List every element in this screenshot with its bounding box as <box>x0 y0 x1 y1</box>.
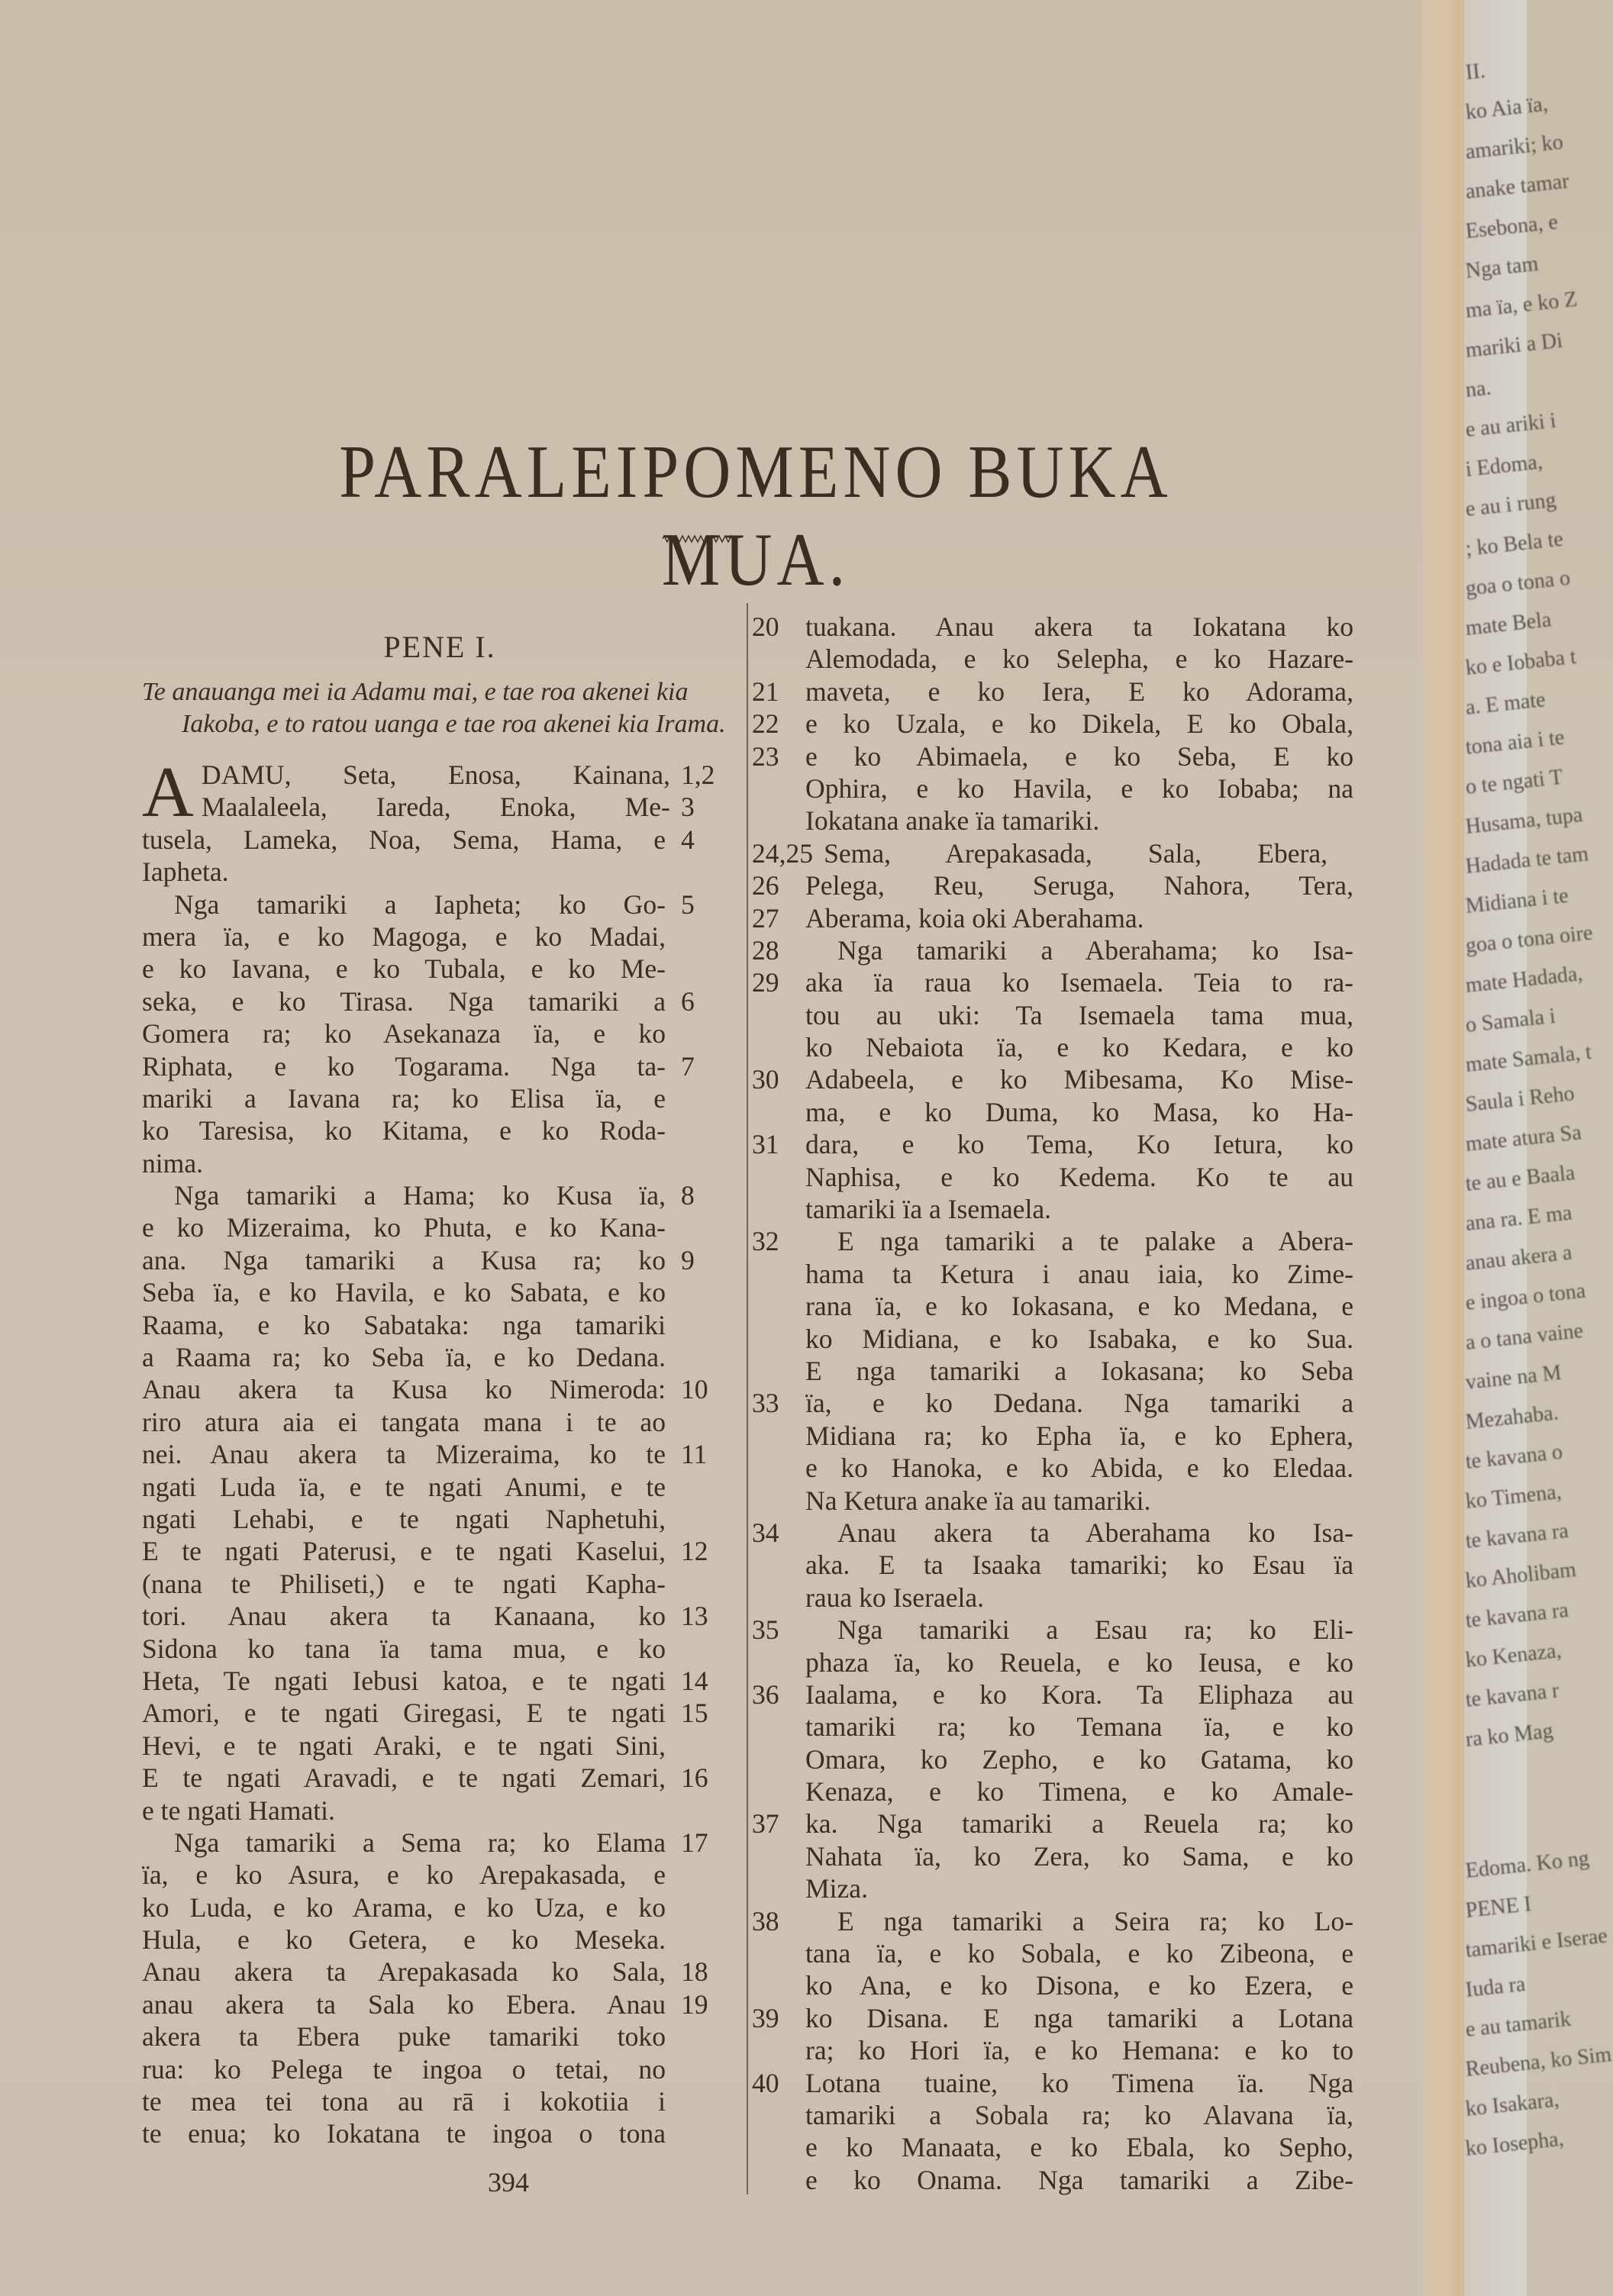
text-line <box>142 1600 737 1632</box>
line-text: e te ngati Hamati. <box>142 1795 335 1826</box>
line-text: Heta, Te ngati Iebusi katoa, e te ngati <box>142 1665 666 1696</box>
facing-page-text-fragment: goa o tona oire <box>1464 921 1594 958</box>
text-line <box>752 1711 1378 1743</box>
line-text: raua ko Iseraela. <box>805 1582 985 1613</box>
facing-page-text-fragment: a. E mate <box>1464 688 1547 720</box>
line-text: tou au uki: Ta Isemaela tama mua, <box>805 999 1353 1030</box>
line-text: Nga tamariki a Esau ra; ko Eli- <box>837 1614 1353 1646</box>
line-text: a Raama ra; ko Seba ïa, e ko Dedana. <box>142 1342 666 1373</box>
line-text: Iaalama, e ko Kora. Ta Eliphaza au <box>805 1678 1353 1710</box>
book-title: PARALEIPOMENO BUKA MUA. <box>339 429 1173 601</box>
text-line <box>752 2131 1378 2163</box>
facing-page-text-fragment: anau akera a <box>1464 1240 1573 1275</box>
line-text: Adabeela, e ko Mibesama, Ko Mise- <box>805 1064 1353 1095</box>
text-line <box>142 2020 737 2053</box>
facing-page-text-fragment: na. <box>1464 376 1492 402</box>
line-text: e ko Mizeraima, ko Phuta, e ko Kana- <box>142 1212 666 1243</box>
text-line <box>142 1795 737 1827</box>
line-text: tamariki ra; ko Temana ïa, e ko <box>805 1711 1353 1743</box>
facing-page-text-fragment: mariki a Di <box>1464 328 1564 363</box>
wavy-ornament-divider <box>663 534 733 543</box>
text-line <box>752 1258 1378 1290</box>
line-text: Omara, ko Zepho, e ko Gatama, ko <box>805 1743 1353 1775</box>
verse-number: 7 <box>681 1050 695 1082</box>
line-text: maveta, e ko Iera, E ko Adorama, <box>805 676 1353 707</box>
facing-page-text-fragment: goa o tona o <box>1464 566 1572 601</box>
verse-number: 40 <box>752 2067 779 2098</box>
line-text: aka. E ta Isaaka tamariki; ko Esau ïa <box>805 1549 1353 1581</box>
verse-number: 1,2 <box>681 759 715 790</box>
line-text: Aberama, koia oki Aberahama. <box>805 902 1144 934</box>
verse-number: 9 <box>681 1244 695 1275</box>
line-text: DAMU, Seta, Enosa, Kainana, <box>201 759 670 790</box>
text-line <box>142 791 737 823</box>
facing-page-text-fragment: ko Iosepha, <box>1464 2127 1565 2161</box>
text-line <box>142 824 737 856</box>
line-text: (nana te Philiseti,) e te ngati Kapha- <box>142 1568 666 1599</box>
verse-number: 10 <box>681 1374 708 1405</box>
text-line <box>752 1225 1378 1257</box>
text-line <box>752 1063 1378 1095</box>
facing-page-text-fragment: II. <box>1464 59 1487 85</box>
line-text: E te ngati Paterusi, e te ngati Kaselui, <box>142 1536 666 1567</box>
line-text: ko Luda, e ko Arama, e ko Uza, e ko <box>142 1891 666 1923</box>
facing-page-text-fragment: o Samala i <box>1464 1004 1557 1037</box>
text-line <box>142 1147 737 1179</box>
line-text: tuakana. Anau akera ta Iokatana ko <box>805 611 1353 642</box>
line-text: nima. <box>142 1147 204 1179</box>
line-text: ïa, e ko Asura, e ko Arepakasada, e <box>142 1859 666 1891</box>
text-line <box>752 999 1378 1031</box>
verse-number: 39 <box>752 2002 779 2033</box>
line-text: Midiana ra; ko Epha ïa, e ko Ephera, <box>805 1420 1353 1451</box>
facing-page-text-fragment: amariki; ko <box>1464 130 1565 164</box>
line-text: Riphata, e ko Togarama. Nga ta- <box>142 1050 666 1082</box>
line-text: te mea tei tona au rā i kokotiia i <box>142 2086 666 2117</box>
text-line <box>142 1730 737 1762</box>
facing-page-text-fragment: ko Isakara, <box>1464 2088 1560 2121</box>
verse-number: 31 <box>752 1129 779 1160</box>
text-line <box>142 953 737 985</box>
line-text: Anau akera ta Arepakasada ko Sala, <box>142 1956 666 1988</box>
text-line <box>142 1859 737 1891</box>
line-text: dara, e ko Tema, Ko Ietura, ko <box>805 1129 1353 1160</box>
facing-page-text-fragment: e au tamarik <box>1464 2007 1573 2042</box>
text-line <box>752 2034 1378 2066</box>
facing-page-text-fragment: Reubena, ko Sim <box>1464 2043 1613 2082</box>
text-line <box>142 1535 737 1567</box>
text-line <box>142 1503 737 1535</box>
line-text: seka, e ko Tirasa. Nga tamariki a <box>142 985 666 1017</box>
verse-number: 12 <box>681 1536 708 1567</box>
text-line <box>142 1211 737 1243</box>
text-line <box>752 2002 1378 2034</box>
text-line <box>752 1420 1378 1452</box>
text-line <box>142 1697 737 1729</box>
line-text: Gomera ra; ko Asekanaza ïa, e ko <box>142 1018 666 1050</box>
line-text: Miza. <box>805 1873 868 1904</box>
text-line <box>752 611 1378 643</box>
facing-page-text-fragment: mate atura Sa <box>1464 1121 1583 1156</box>
line-text: Sema, Arepakasada, Sala, Ebera, <box>824 837 1328 869</box>
line-text: E te ngati Aravadi, e te ngati Zemari, <box>142 1762 666 1794</box>
line-text: e ko Hanoka, e ko Abida, e ko Eledaa. <box>805 1453 1353 1484</box>
line-text: nei. Anau akera ta Mizeraima, ko te <box>142 1439 666 1470</box>
verse-number: 21 <box>752 676 779 707</box>
text-line <box>142 1988 737 2020</box>
text-line <box>142 2085 737 2117</box>
verse-number: 37 <box>752 1808 779 1840</box>
facing-page-text-fragment: mate Samala, t <box>1464 1040 1593 1077</box>
verse-number: 18 <box>681 1956 708 1988</box>
line-text: Nahata ïa, ko Zera, ko Sama, e ko <box>805 1840 1353 1872</box>
text-line <box>142 1373 737 1405</box>
facing-page-text-fragment: ko Aia ïa, <box>1464 92 1550 124</box>
line-text: tori. Anau akera ta Kanaana, ko <box>142 1601 666 1632</box>
verse-number: 27 <box>752 902 779 934</box>
text-line <box>752 1905 1378 1937</box>
line-text: rua: ko Pelega te ingoa o tetai, no <box>142 2053 666 2085</box>
line-text: ngati Lehabi, e te ngati Naphetuhi, <box>142 1503 666 1534</box>
text-line <box>142 1924 737 1956</box>
text-line <box>752 1161 1378 1193</box>
text-line <box>752 1323 1378 1355</box>
facing-page-edge <box>1464 0 1613 2296</box>
text-line <box>752 902 1378 934</box>
text-line <box>752 1290 1378 1322</box>
text-line <box>142 1471 737 1503</box>
text-line <box>752 1193 1378 1225</box>
verse-number: 33 <box>752 1388 779 1419</box>
line-text: Na Ketura anake ïa au tamariki. <box>805 1485 1151 1516</box>
right-column-text <box>752 611 1378 2196</box>
line-text: E nga tamariki a Seira ra; ko Lo- <box>837 1905 1353 1936</box>
text-line <box>142 2053 737 2085</box>
text-line <box>752 740 1378 772</box>
line-text: rana ïa, e ko Iokasana, e ko Medana, e <box>805 1291 1353 1322</box>
facing-page-text-fragment: Hadada te tam <box>1464 842 1590 879</box>
line-text: ngati Luda ïa, e te ngati Anumi, e te <box>142 1471 666 1502</box>
text-line <box>752 837 1378 869</box>
line-text: Pelega, Reu, Seruga, Nahora, Tera, <box>805 870 1353 901</box>
line-text: e ko Onama. Nga tamariki a Zibe- <box>805 2164 1353 2195</box>
line-text: mariki a Iavana ra; ko Elisa ïa, e <box>142 1082 666 1114</box>
line-text: e ko Iavana, e ko Tubala, e ko Me- <box>142 953 666 985</box>
line-text: hama ta Ketura i anau iaia, ko Zime- <box>805 1258 1353 1289</box>
text-line <box>142 1082 737 1114</box>
text-line <box>142 1762 737 1794</box>
chapter-summary: Te anauanga mei ia Adamu mai, e tae roa akenei kia Iakoba, e to ratou uanga e tae roa akenei kia Irama. <box>142 678 726 738</box>
facing-page-text-fragment: te kavana ra <box>1464 1598 1570 1633</box>
verse-number: 8 <box>681 1180 695 1211</box>
text-line <box>752 1031 1378 1063</box>
facing-page-text-fragment: ko e Iobaba t <box>1464 644 1578 680</box>
text-line <box>752 1678 1378 1711</box>
text-line <box>142 759 737 791</box>
line-text: ko Midiana, e ko Isabaka, e ko Sua. <box>805 1323 1353 1354</box>
text-line <box>752 1387 1378 1419</box>
line-text: Hula, e ko Getera, e ko Meseka. <box>142 1924 666 1956</box>
text-line <box>752 1582 1378 1614</box>
line-text: ko Taresisa, ko Kitama, e ko Roda- <box>142 1115 666 1146</box>
text-line <box>142 1438 737 1470</box>
text-line <box>752 2067 1378 2099</box>
text-line <box>752 1096 1378 1128</box>
facing-page-text-fragment: te au e Baala <box>1464 1161 1576 1196</box>
text-line <box>752 1840 1378 1872</box>
text-line <box>142 1665 737 1697</box>
text-line <box>752 1646 1378 1678</box>
text-line <box>752 966 1378 998</box>
book-gutter <box>1421 0 1467 2296</box>
line-text: Amori, e te ngati Giregasi, E te ngati <box>142 1698 666 1729</box>
verse-number: 3 <box>681 792 695 823</box>
facing-page-text-fragment: i Edoma, <box>1464 450 1544 482</box>
text-line <box>142 1244 737 1276</box>
line-text: riro atura aia ei tangata mana i te ao <box>142 1406 666 1437</box>
facing-page-text-fragment: tona aia i te <box>1464 725 1566 759</box>
line-text: e ko Abimaela, e ko Seba, E ko <box>805 740 1353 772</box>
facing-page-text-fragment: a o tana vaine <box>1464 1318 1585 1355</box>
facing-page-text-fragment: ; ko Bela te <box>1464 527 1565 561</box>
line-text: Ophira, e ko Havila, e ko Iobaba; na <box>805 772 1353 804</box>
text-line <box>752 934 1378 966</box>
facing-page-text-fragment: Edoma. Ko ng <box>1464 1846 1591 1883</box>
facing-page-text-fragment: ko Aholibam <box>1464 1557 1578 1593</box>
line-text: ïa, e ko Dedana. Nga tamariki a <box>805 1388 1353 1419</box>
line-text: Nga tamariki a Sema ra; ko Elama <box>174 1827 666 1858</box>
text-line <box>142 1179 737 1211</box>
text-line <box>752 1485 1378 1517</box>
line-text: ko Nebaiota ïa, e ko Kedara, e ko <box>805 1032 1353 1063</box>
text-line <box>752 1872 1378 1904</box>
line-text: Naphisa, e ko Kedema. Ko te au <box>805 1161 1353 1192</box>
verse-number: 20 <box>752 611 779 642</box>
facing-page-text-fragment: te kavana ra <box>1464 1518 1570 1553</box>
text-line <box>142 2117 737 2149</box>
line-text: ka. Nga tamariki a Reuela ra; ko <box>805 1808 1353 1840</box>
line-text: aka ïa raua ko Isemaela. Teia to ra- <box>805 967 1353 998</box>
text-line <box>752 676 1378 708</box>
line-text: tamariki ïa a Isemaela. <box>805 1194 1052 1225</box>
page-number: 394 <box>488 2167 529 2198</box>
verse-number: 26 <box>752 870 779 901</box>
verse-number: 28 <box>752 934 779 966</box>
text-line <box>752 1355 1378 1387</box>
text-line <box>752 1517 1378 1549</box>
text-line <box>752 1452 1378 1484</box>
line-text: Hevi, e te ngati Araki, e te ngati Sini, <box>142 1730 666 1761</box>
facing-page-text-fragment: ko Kenaza, <box>1464 1638 1563 1672</box>
text-line <box>752 869 1378 901</box>
line-text: Lotana tuaine, ko Timena ïa. Nga <box>805 2067 1353 2098</box>
verse-number: 24,25 <box>752 837 814 869</box>
facing-page-text-fragment: mate Hadada, <box>1464 961 1584 998</box>
facing-page-text-fragment: Midiana i te <box>1464 883 1570 918</box>
text-line <box>752 772 1378 805</box>
line-text: Sidona ko tana ïa tama mua, e ko <box>142 1633 666 1664</box>
line-text: ko Ana, e ko Disona, e ko Ezera, e <box>805 1970 1353 2001</box>
verse-number: 34 <box>752 1517 779 1548</box>
text-line <box>142 856 737 888</box>
text-line <box>752 2099 1378 2131</box>
facing-page-text-fragment: mate Bela <box>1464 608 1553 640</box>
text-line <box>142 1633 737 1665</box>
facing-page-text-fragment: Nga tam <box>1464 252 1540 283</box>
line-text: e ko Uzala, e ko Dikela, E ko Obala, <box>805 708 1353 740</box>
line-text: tamariki a Sobala ra; ko Alavana ïa, <box>805 2099 1353 2130</box>
left-column <box>142 611 737 2150</box>
text-line <box>142 985 737 1017</box>
verse-number: 36 <box>752 1678 779 1710</box>
verse-number: 15 <box>681 1698 708 1729</box>
line-text: tana ïa, e ko Sobala, e ko Zibeona, e <box>805 1938 1353 1969</box>
verse-number: 30 <box>752 1064 779 1095</box>
text-line <box>752 1937 1378 1969</box>
chapter-heading: PENE I. <box>383 630 496 664</box>
facing-page-text-fragment: ko Timena, <box>1464 1479 1563 1514</box>
line-text: Iokatana anake ïa tamariki. <box>805 805 1100 837</box>
line-text: Anau akera ta Kusa ko Nimeroda: <box>142 1374 666 1405</box>
facing-page-text-fragment: ana ra. E ma <box>1464 1201 1573 1236</box>
facing-page-text-fragment: Mezahaba. <box>1464 1401 1560 1434</box>
facing-page-text-fragment: Esebona, e <box>1464 210 1560 243</box>
verse-number: 35 <box>752 1614 779 1646</box>
text-line <box>142 1568 737 1600</box>
text-line <box>752 1807 1378 1840</box>
line-text: ko Disana. E nga tamariki a Lotana <box>805 2002 1353 2033</box>
verse-number: 14 <box>681 1665 708 1696</box>
text-line <box>142 1276 737 1308</box>
line-text: Seba ïa, e ko Havila, e ko Sabata, e ko <box>142 1277 666 1308</box>
text-line <box>752 1743 1378 1775</box>
line-text: Nga tamariki a Iapheta; ko Go- <box>174 888 666 920</box>
line-text: mera ïa, e ko Magoga, e ko Madai, <box>142 921 666 952</box>
facing-page-text-fragment: te kavana o <box>1464 1440 1564 1474</box>
facing-page-text-fragment: Iuda ra <box>1464 1972 1527 2002</box>
facing-page-text-fragment: vaine na M <box>1464 1360 1563 1395</box>
line-text: Nga tamariki a Hama; ko Kusa ïa, <box>174 1180 666 1211</box>
line-text: ra; ko Hori ïa, e ko Hemana: e ko to <box>805 2035 1353 2066</box>
facing-page-text-fragment: e ingoa o tona <box>1464 1279 1587 1315</box>
text-line <box>752 805 1378 837</box>
text-line <box>142 1114 737 1146</box>
facing-page-text-fragment: tamariki e Iserae <box>1464 1924 1609 1962</box>
verse-number: 29 <box>752 967 779 998</box>
verse-number: 32 <box>752 1226 779 1257</box>
facing-page-text-fragment: Husama, tupa <box>1464 802 1584 839</box>
text-line <box>142 1341 737 1373</box>
verse-number: 38 <box>752 1905 779 1936</box>
facing-page-text-fragment: o te ngati T <box>1464 765 1564 799</box>
verse-number: 13 <box>681 1601 708 1632</box>
line-text: anau akera ta Sala ko Ebera. Anau <box>142 1988 666 2020</box>
facing-page-text-fragment: anake tamar <box>1464 169 1570 204</box>
left-column-text <box>142 753 737 2150</box>
line-text: e ko Manaata, e ko Ebala, ko Sepho, <box>805 2132 1353 2163</box>
facing-page-text-fragment: te kavana r <box>1464 1678 1560 1712</box>
line-text: Maalaleela, Iareda, Enoka, Me- <box>201 792 670 823</box>
line-text: Iapheta. <box>142 856 229 888</box>
facing-page-text-fragment: ra ko Mag <box>1464 1719 1555 1752</box>
text-line <box>752 1969 1378 2001</box>
text-line <box>142 1309 737 1341</box>
line-text: Raama, e ko Sabataka: nga tamariki <box>142 1309 666 1340</box>
facing-page-text-fragment: e au ariki i <box>1464 408 1557 442</box>
facing-page-text-fragment: Saula i Reho <box>1464 1082 1576 1117</box>
text-line <box>142 1017 737 1050</box>
text-line <box>142 1956 737 1988</box>
text-line <box>142 1050 737 1082</box>
right-column <box>752 611 1378 2196</box>
verse-number: 23 <box>752 740 779 772</box>
verse-number: 22 <box>752 708 779 740</box>
verse-number: 19 <box>681 1988 708 2020</box>
facing-page-text-fragment: e au i rung <box>1464 488 1557 521</box>
text-line <box>142 1827 737 1859</box>
line-text: ma, e ko Duma, ko Masa, ko Ha- <box>805 1096 1353 1127</box>
column-rule <box>747 603 748 2194</box>
line-text: phaza ïa, ko Reuela, e ko Ieusa, e ko <box>805 1646 1353 1678</box>
line-text: tusela, Lameka, Noa, Sema, Hama, e <box>142 824 666 855</box>
line-text: Anau akera ta Aberahama ko Isa- <box>837 1517 1353 1548</box>
text-line <box>752 1128 1378 1160</box>
facing-page-text-fragment: ma ïa, e ko Z <box>1464 287 1579 323</box>
line-text: E nga tamariki a te palake a Abera- <box>837 1226 1353 1257</box>
text-line <box>142 1891 737 1924</box>
verse-number: 4 <box>681 824 695 855</box>
text-line <box>752 1549 1378 1581</box>
text-line <box>142 888 737 921</box>
text-line <box>752 1614 1378 1646</box>
verse-number: 5 <box>681 888 695 920</box>
verse-number: 17 <box>681 1827 708 1858</box>
text-line <box>752 643 1378 675</box>
drop-cap: A <box>142 753 194 832</box>
line-text: Alemodada, e ko Selepha, e ko Hazare- <box>805 643 1353 675</box>
line-text: akera ta Ebera puke tamariki toko <box>142 2021 666 2053</box>
verse-number: 6 <box>681 985 695 1017</box>
text-line <box>142 921 737 953</box>
text-line <box>752 1775 1378 1807</box>
text-line <box>142 1406 737 1438</box>
line-text: te enua; ko Iokatana te ingoa o tona <box>142 2118 666 2149</box>
line-text: ana. Nga tamariki a Kusa ra; ko <box>142 1244 666 1275</box>
verse-number: 16 <box>681 1762 708 1794</box>
verse-number: 11 <box>681 1439 708 1470</box>
facing-page-text-fragment: PENE I <box>1464 1892 1533 1923</box>
text-line <box>752 708 1378 740</box>
line-text: Kenaza, e ko Timena, e ko Amale- <box>805 1776 1353 1807</box>
text-line <box>752 2164 1378 2196</box>
line-text: E nga tamariki a Iokasana; ko Seba <box>805 1355 1353 1386</box>
line-text: Nga tamariki a Aberahama; ko Isa- <box>837 934 1353 966</box>
